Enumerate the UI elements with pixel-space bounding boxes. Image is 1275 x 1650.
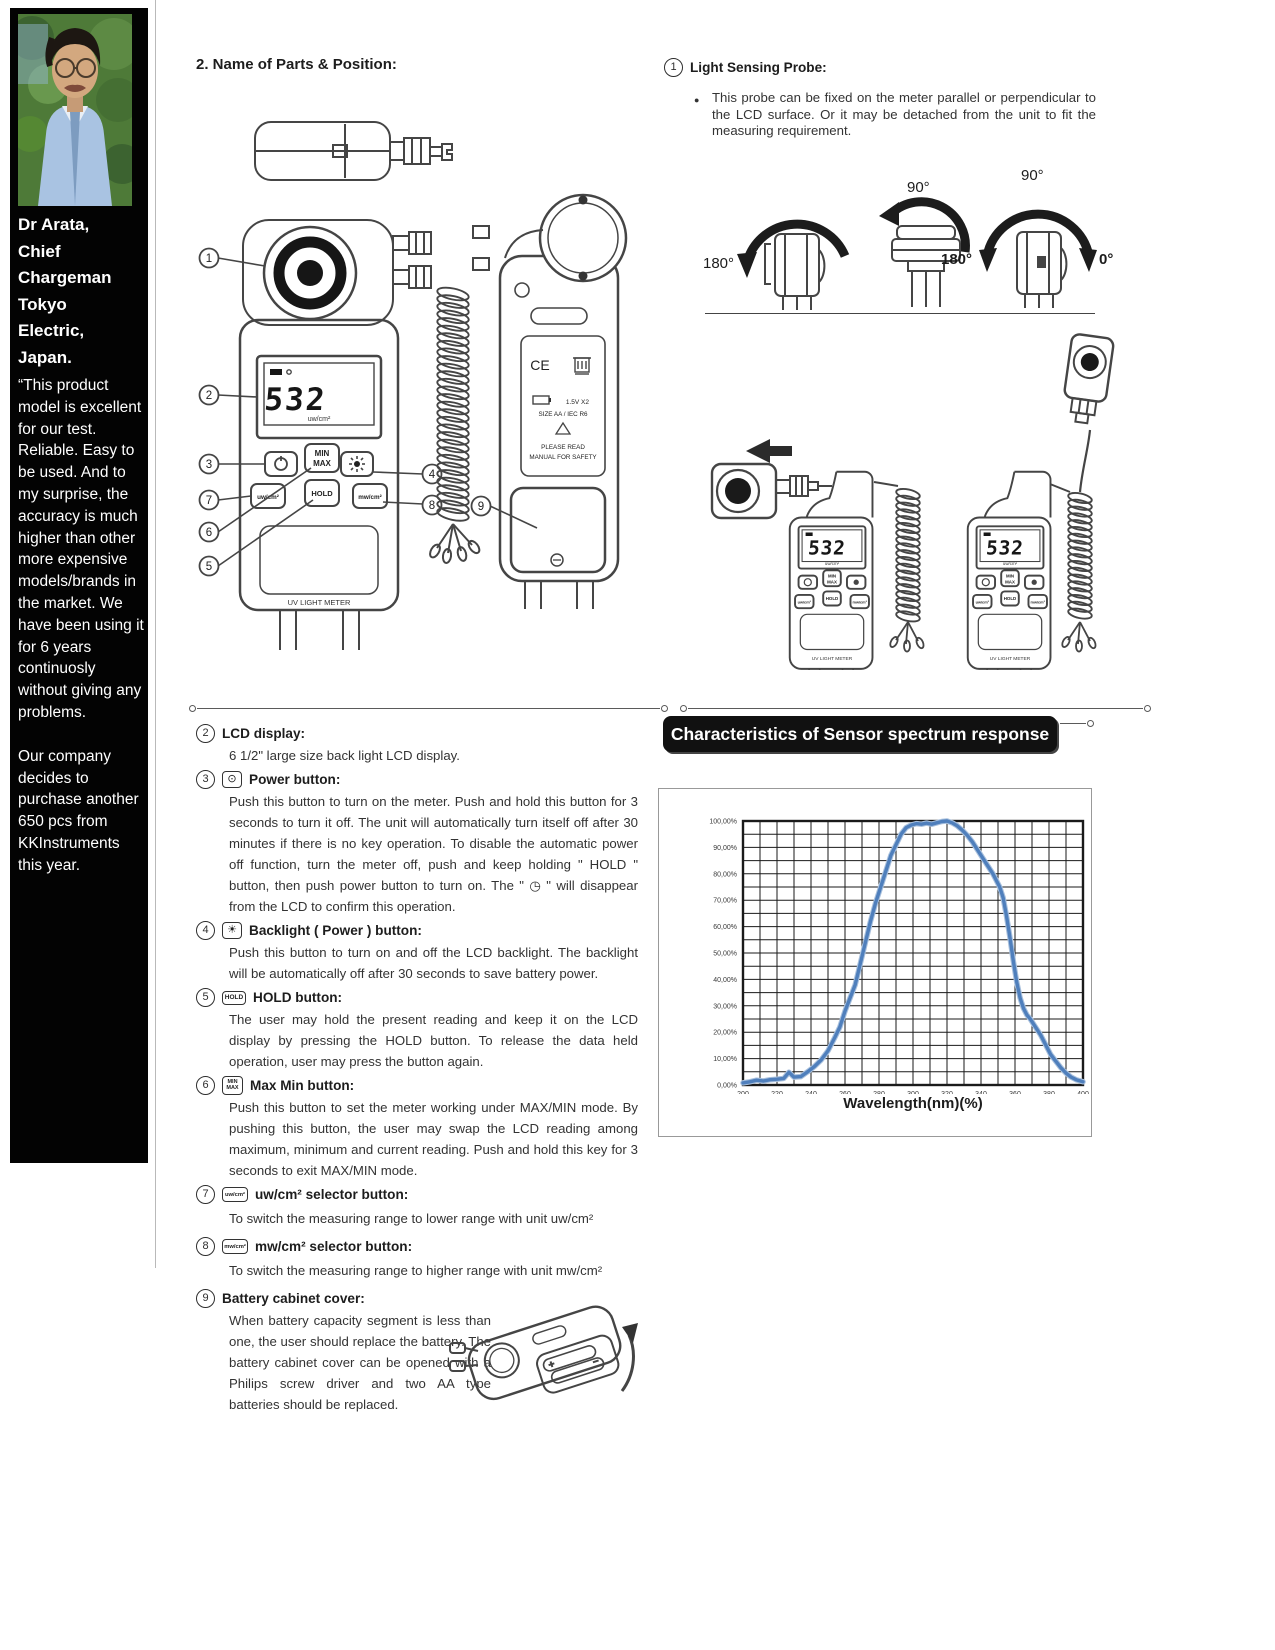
section-title: Max Min button: [250, 1078, 355, 1093]
coil-cable [1067, 491, 1092, 620]
lcd-reading: 532 [262, 382, 329, 418]
arrow-icon [1079, 248, 1097, 272]
callout-2: 2 [205, 390, 213, 402]
section-title: uw/cm² selector button: [255, 1187, 409, 1202]
quote-paragraph: “This product model is excellent for our test. Reliable. Easy to be used. And to my surprise, the accuracy is much higher than other more expensive models/brands in the market. We have been using it for 6 years continuosly without giving any problems. [18, 377, 144, 721]
callout-7: 7 [205, 495, 213, 507]
section-mw-selector [196, 1237, 638, 1281]
x-tick-label [839, 1091, 851, 1094]
callout-8: 8 [428, 500, 436, 512]
weee-bin-icon [573, 358, 591, 374]
circled-number: 8 [196, 1237, 215, 1256]
chart-title-bar: Characteristics of Sensor spectrum response [663, 716, 1057, 752]
coil-frays [889, 622, 925, 652]
rotation-label-90: 90° [907, 179, 930, 196]
testimonial-sidebar [10, 8, 148, 1163]
chart-x-axis-label: Wavelength(nm)(%) [843, 1095, 983, 1112]
y-tick-label: 30,00% [713, 1003, 737, 1011]
y-tick-label: 20,00% [713, 1029, 737, 1037]
rotation-label-0: 0° [1099, 251, 1114, 268]
testimonial-photo [18, 14, 132, 206]
spectrum-chart [658, 788, 1092, 1137]
parts-position-heading: 2. Name of Parts & Position: [196, 56, 397, 73]
battery-spec: 1.5V X2 [565, 399, 589, 406]
probe-detach-diagram: 532 uw/cm² MIN MAX uw/cm² mw/cm² HOLD UV LIGHT METER [650, 322, 1120, 670]
coil-cable [436, 285, 470, 523]
svg-text:MANUAL FOR SAFETY: MANUAL FOR SAFETY [529, 454, 597, 461]
section-body: Push this button to set the meter working under MAX/MIN mode. By pushing this button, the user may swap the LCD reading among maximum, minimum and current reading. Push and hold this key for 3 seconds to exit MAX/MIN mode. [229, 1100, 638, 1178]
author-line: Dr Arata, [18, 215, 90, 234]
section-backlight-button [196, 921, 638, 984]
section-power-button [196, 770, 638, 917]
circled-number: 4 [196, 921, 215, 940]
portrait-illustration [18, 14, 132, 206]
detached-probe [712, 464, 832, 518]
power-button-icon: ⊙ [222, 771, 242, 788]
back-label-panel [521, 336, 605, 476]
section-body: The user may hold the present reading and keep it on the LCD display by pressing the HOLD button. To release the data held operation, user may press the button again. [229, 1012, 638, 1069]
power-button [265, 452, 297, 476]
bullet-icon [694, 90, 712, 140]
rotation-label-180: 180° [703, 255, 735, 272]
meter-front-view [240, 220, 431, 650]
author-line: Electric, [18, 321, 85, 340]
author-line: Japan. [18, 347, 72, 367]
section-body: To switch the measuring range to higher range with unit mw/cm² [229, 1263, 603, 1278]
testimonial-quote [18, 375, 144, 877]
svg-text:PLEASE READ: PLEASE READ [541, 444, 585, 451]
circled-number: 7 [196, 1185, 215, 1204]
y-tick-label: 90,00% [713, 844, 737, 852]
callout-9: 9 [477, 501, 485, 513]
section-title: Battery cabinet cover: [222, 1291, 365, 1306]
light-sensing-probe-heading [664, 58, 827, 77]
probe-description [694, 90, 1096, 140]
x-tick-label [907, 1091, 919, 1094]
probe-rotation-diagram [685, 160, 1115, 312]
backlight-button-icon: ☀ [222, 922, 242, 939]
callout-5: 5 [205, 561, 213, 573]
section-title: Power button: [249, 772, 341, 787]
callout-4: 4 [428, 469, 436, 481]
battery-cover [511, 488, 605, 572]
y-tick-label: 10,00% [713, 1056, 737, 1064]
uw-cm2-button-icon: uw/cm² [222, 1187, 248, 1202]
section-lcd-display [196, 724, 638, 766]
x-tick-label [941, 1091, 953, 1094]
rotation-180-diagram [703, 224, 845, 310]
y-tick-label: 100,00% [709, 818, 737, 826]
meter-2 [968, 472, 1051, 670]
parts-figure [185, 108, 645, 678]
chart-plot-area [659, 789, 1091, 1099]
svg-text:mw/cm²: mw/cm² [358, 494, 382, 501]
arrow-icon [879, 202, 899, 226]
circled-number: 6 [196, 1076, 215, 1095]
coil-cable [895, 487, 920, 623]
lcd-unit: uw/cm² [307, 416, 331, 423]
y-tick-label: 70,00% [713, 897, 737, 905]
author-line: Chargeman [18, 268, 112, 287]
section-battery-cover [196, 1289, 638, 1415]
probe-description-text: This probe can be fixed on the meter parallel or perpendicular to the LCD surface. Or it may be detached from the unit to fit the measuring requirement. [712, 90, 1096, 138]
x-tick-label [873, 1091, 885, 1094]
battery-replacement-figure [444, 1291, 640, 1438]
ce-mark: CE [530, 357, 550, 373]
callout-3: 3 [205, 459, 213, 471]
section-title: Backlight ( Power ) button: [249, 923, 422, 938]
y-tick-label: 0,00% [717, 1082, 737, 1090]
lcd-display [257, 356, 381, 438]
section-max-min-button [196, 1076, 638, 1181]
svg-text:HOLD: HOLD [311, 489, 333, 498]
section-body: When battery capacity segment is less than one, the user should replace the battery. The battery cabinet cover can be opened with a Philips screw driver and two AA type batteries should be replaced. [229, 1313, 491, 1412]
probe-on-cable [1061, 333, 1115, 425]
section-title: Light Sensing Probe: [690, 60, 827, 75]
x-tick-label [771, 1091, 783, 1094]
x-tick-label [975, 1091, 987, 1094]
section-divider-left [197, 708, 660, 709]
hold-button-icon: HOLD [222, 991, 246, 1005]
circled-number: 3 [196, 770, 215, 789]
rotation-label-90: 90° [1021, 167, 1044, 184]
uw-cm2-button [251, 484, 285, 508]
y-tick-label: 50,00% [713, 950, 737, 958]
section-title: HOLD button: [253, 990, 343, 1005]
x-tick-label [1077, 1091, 1089, 1094]
circled-number: 2 [196, 724, 215, 743]
svg-text:uw/cm²: uw/cm² [257, 494, 279, 501]
section-divider-right [688, 708, 1143, 709]
section-title: mw/cm² selector button: [255, 1239, 413, 1254]
mw-cm2-button-icon: mw/cm² [222, 1239, 248, 1254]
callout-6: 6 [205, 527, 213, 539]
section-uw-selector [196, 1185, 638, 1229]
section-body: Push this button to turn on and off the LCD backlight. The backlight will be automatically off after 30 seconds to save battery power. [229, 945, 638, 981]
y-tick-label: 80,00% [713, 871, 737, 879]
section-body: 6 1/2" large size back light LCD display. [229, 748, 460, 763]
parts-description-list [196, 720, 638, 1418]
section-body: To switch the measuring range to lower range with unit uw/cm² [229, 1211, 594, 1226]
backlight-button [341, 452, 373, 476]
x-tick-label [737, 1091, 749, 1094]
x-tick-label [1043, 1091, 1055, 1094]
y-tick-label: 40,00% [713, 976, 737, 984]
meter-front-back-diagram [185, 108, 645, 673]
circled-number: 5 [196, 988, 215, 1007]
title-side-rule [1060, 723, 1086, 724]
section-title: LCD display: [222, 726, 306, 741]
meter-1 [790, 472, 873, 670]
author-line: Tokyo [18, 294, 67, 314]
probe-side-view [255, 122, 452, 180]
column-divider [155, 0, 156, 1268]
section-hold-button [196, 988, 638, 1072]
section-body: Push this button to turn on the meter. Push and hold this button for 3 seconds to turn it off. The unit will automatically turn itself off after 30 minutes if there is no key operation. To disable the automatic power off function, turn the meter off, push and keep holding " HOLD " button, then push power button to turn on. The " ◷ " will disappear from the LCD to confirm this operation. [229, 794, 638, 914]
chart-svg [659, 789, 1091, 1094]
testimonial-text [18, 212, 144, 899]
chart-gridlines [743, 821, 1083, 1085]
quote-paragraph: Our company decides to purchase another 650 pcs from KKInstruments this year. [18, 747, 139, 874]
rotation-90-diagram [879, 179, 965, 307]
callout-1: 1 [205, 253, 213, 265]
rotation-label-180: 180° [941, 251, 973, 268]
mw-cm2-button [353, 484, 387, 508]
circled-number: 9 [196, 1289, 215, 1308]
x-tick-label [1009, 1091, 1021, 1094]
circled-number: 1 [664, 58, 683, 77]
arrow-icon [737, 252, 757, 278]
brand-label: UV LIGHT METER [287, 598, 351, 607]
min-max-button-icon: MIN MAX [222, 1076, 243, 1095]
svg-text:MIN: MIN [314, 449, 330, 458]
coil-cable [428, 524, 481, 563]
battery-size: SIZE AA / IEC R6 [538, 411, 588, 418]
probe-rotation-figure [685, 160, 1115, 317]
x-tick-label [805, 1091, 817, 1094]
coil-frays [1061, 622, 1097, 652]
y-tick-label: 60,00% [713, 924, 737, 932]
arrow-icon [979, 248, 997, 272]
probe-detach-figure [650, 322, 1120, 675]
testimonial-author [18, 212, 144, 371]
svg-text:MAX: MAX [313, 459, 331, 468]
meter-back-view [473, 195, 626, 609]
arrow-icon [746, 439, 792, 463]
battery-replacement-diagram [444, 1291, 640, 1433]
author-line: Chief [18, 241, 61, 261]
